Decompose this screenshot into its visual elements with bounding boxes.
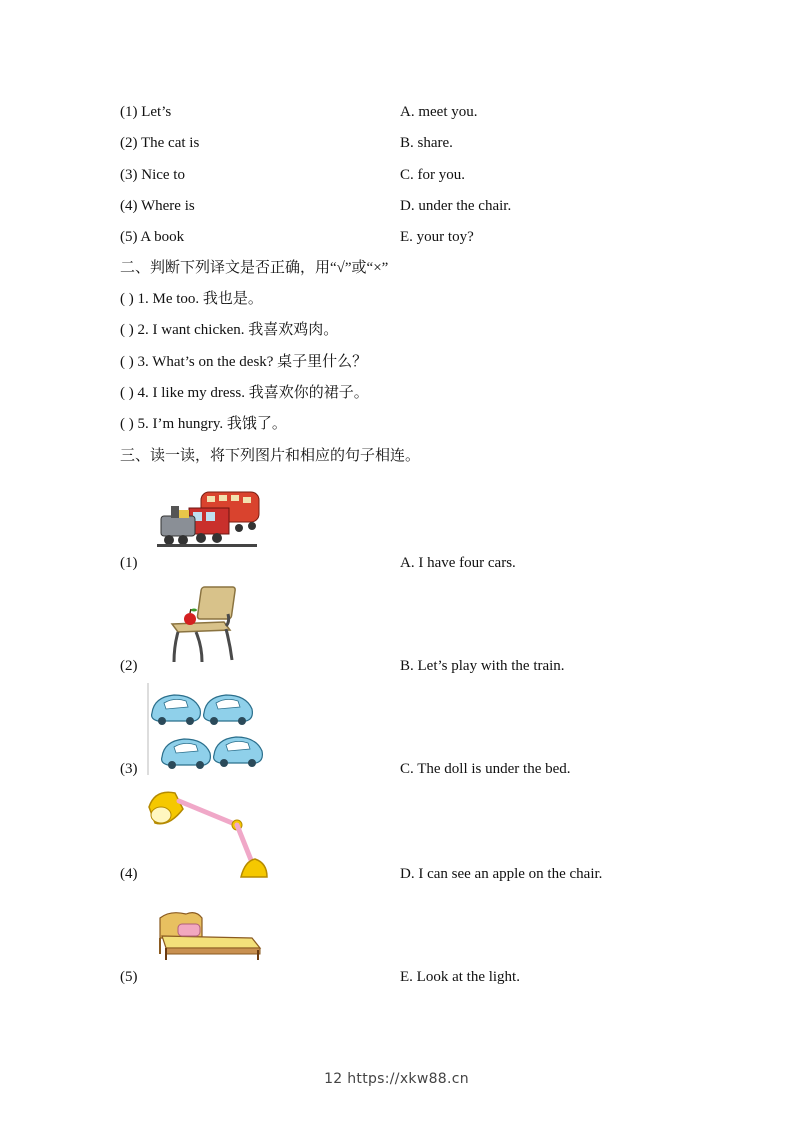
- match-left-2: (2) The cat is: [120, 135, 200, 151]
- four-cars-picture: [146, 683, 268, 775]
- sentence-b: B. Let’s play with the train.: [400, 658, 565, 674]
- section3-heading: 三、读一读，将下列图片和相应的句子相连。: [120, 448, 421, 464]
- match-right-a: A. meet you.: [400, 104, 478, 120]
- match-right-b: B. share.: [400, 135, 453, 151]
- picture-number-2: (2): [120, 658, 138, 674]
- judge-item-3: ( ) 3. What’s on the desk? 桌子里什么？: [120, 354, 368, 370]
- match-right-d: D. under the chair.: [400, 198, 512, 214]
- sentence-a: A. I have four cars.: [400, 555, 516, 571]
- sentence-c: C. The doll is under the bed.: [400, 761, 571, 777]
- bed-picture: [152, 908, 264, 962]
- picture-number-3: (3): [120, 761, 138, 777]
- section2-heading: 二、判断下列译文是否正确，用“√”或“×”: [120, 260, 389, 276]
- judge-item-1: ( ) 1. Me too. 我也是。: [120, 291, 263, 307]
- train-picture: [155, 486, 263, 552]
- sentence-e: E. Look at the light.: [400, 969, 520, 985]
- judge-item-5: ( ) 5. I’m hungry. 我饿了。: [120, 416, 287, 432]
- sentence-d: D. I can see an apple on the chair.: [400, 866, 603, 882]
- match-right-e: E. your toy?: [400, 229, 474, 245]
- judge-item-4: ( ) 4. I like my dress. 我喜欢你的裙子。: [120, 385, 369, 401]
- chair-with-apple-picture: [168, 584, 240, 664]
- match-left-3: (3) Nice to: [120, 167, 185, 183]
- picture-number-4: (4): [120, 866, 138, 882]
- judge-item-2: ( ) 2. I want chicken. 我喜欢鸡肉。: [120, 322, 339, 338]
- match-left-1: (1) Let’s: [120, 104, 172, 120]
- match-left-5: (5) A book: [120, 229, 185, 245]
- picture-number-5: (5): [120, 969, 138, 985]
- picture-number-1: (1): [120, 555, 138, 571]
- match-left-4: (4) Where is: [120, 198, 195, 214]
- desk-lamp-picture: [145, 785, 271, 881]
- match-right-c: C. for you.: [400, 167, 465, 183]
- page-footer: 12 https://xkw88.cn: [324, 1071, 469, 1087]
